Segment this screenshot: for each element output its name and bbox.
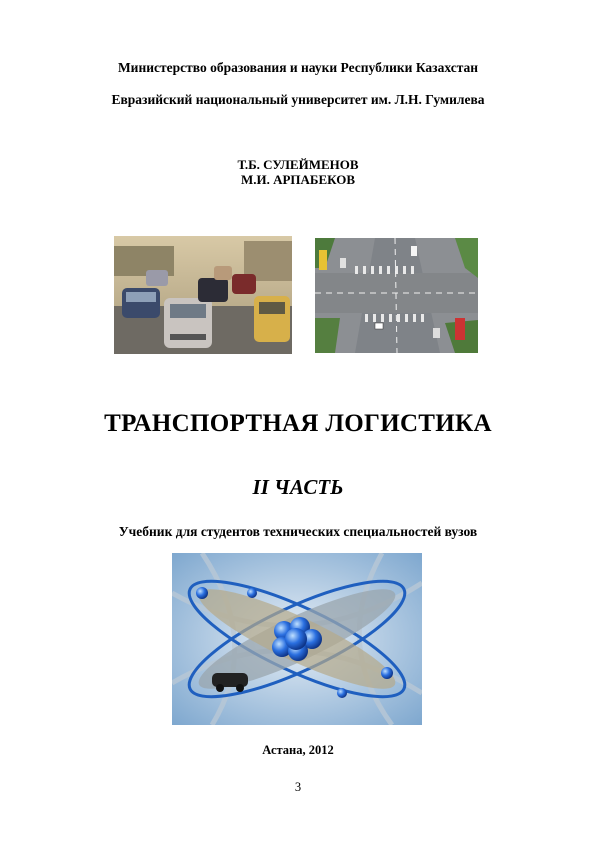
author-2: М.И. АРПАБЕКОВ <box>240 172 356 187</box>
atom-logistics-illustration <box>172 553 422 725</box>
book-title: ТРАНСПОРТНАЯ ЛОГИСТИКА <box>104 410 492 437</box>
ministry-name: Министерство образования и науки Республики Казахстан <box>117 60 479 75</box>
city-year: Астана, 2012 <box>262 743 334 757</box>
university-name: Евразийский национальный университет им. Л.Н. Гумилева <box>111 92 485 107</box>
page-number: 3 <box>294 780 302 794</box>
book-subtitle: Учебник для студентов технических специальностей вузов <box>118 524 478 539</box>
traffic-jam-photo <box>114 236 292 354</box>
road-intersection-photo <box>315 238 478 353</box>
author-1: Т.Б. СУЛЕЙМЕНОВ <box>237 157 359 172</box>
book-part: II ЧАСТЬ <box>252 475 344 499</box>
